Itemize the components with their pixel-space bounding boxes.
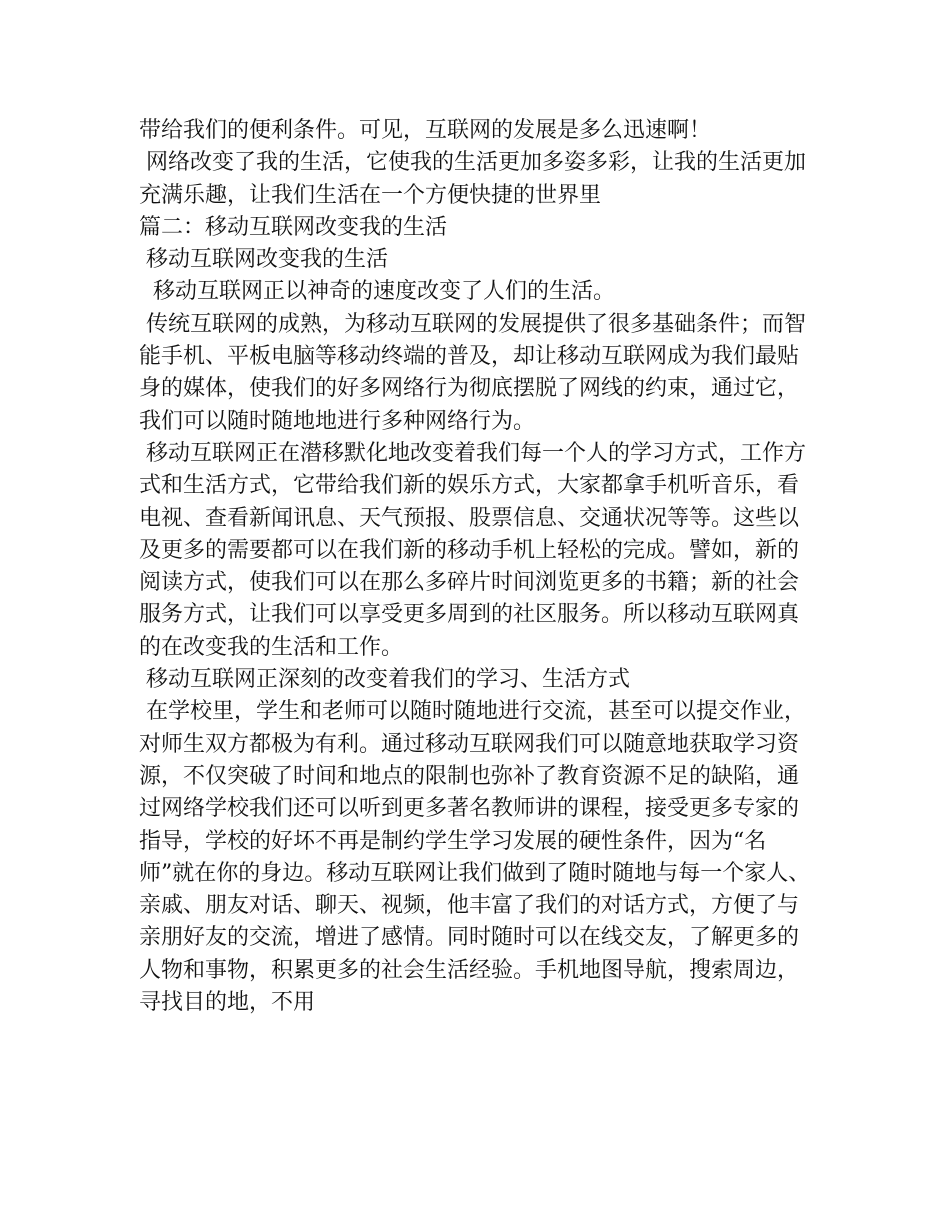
paragraph: 带给我们的便利条件。可见，互联网的发展是多么迅速啊！ <box>139 118 712 143</box>
subheading: 移动互联网正深刻的改变着我们的学习、生活方式 <box>139 667 631 693</box>
article-title: 移动互联网改变我的生活 <box>139 247 389 273</box>
paragraph: 移动互联网正在潜移默化地改变着我们每一个人的学习方式，工作方式和生活方式，它带给我们新的娱乐方式，大家都拿手机听音乐，看电视、查看新闻讯息、天气预报、股票信息、交通状况等等。这些以及更多的需要都可以在我们新的移动手机上轻松的完成。譬如，新的阅读方式，使我们可以在那么多碎片时间浏览更多的书籍；新的社会服务方式，让我们可以享受更多周到的社区服务。所以移动互联网真的在改变我的生活和工作。 <box>139 440 807 660</box>
paragraph: 在学校里，学生和老师可以随时随地进行交流，甚至可以提交作业，对师生双方都极为有利。通过移动互联网我们可以随意地获取学习资源，不仅突破了时间和地点的限制也弥补了教育资源不足的缺陷，通过网络学校我们还可以听到更多著名教师讲的课程，接受更多专家的指导，学校的好坏不再是制约学生学习发展的硬性条件，因为“名师”就在你的身边。移动互联网让我们做到了随时随地与每一个家人、亲戚、朋友对话、聊天、视频，他丰富了我们的对话方式，方便了与亲朋好友的交流，增进了感情。同时随时可以在线交友，了解更多的人物和事物，积累更多的社会生活经验。手机地图导航，搜索周边，寻找目的地，不用 <box>139 699 811 1016</box>
paragraph: 传统互联网的成熟，为移动互联网的发展提供了很多基础条件；而智能手机、平板电脑等移动终端的普及，却让移动互联网成为我们最贴身的媒体，使我们的好多网络行为彻底摆脱了网线的约束，通过它，我们可以随时随地地进行多种网络行为。 <box>139 311 807 434</box>
paragraph: 网络改变了我的生活，它使我的生活更加多姿多彩，让我的生活更加充满乐趣，让我们生活在一个方便快捷的世界里 <box>139 150 807 208</box>
section-heading: 篇二：移动互联网改变我的生活 <box>139 214 448 240</box>
document-body <box>139 115 819 1019</box>
paragraph: 移动互联网正以神奇的速度改变了人们的生活。 <box>139 279 616 305</box>
